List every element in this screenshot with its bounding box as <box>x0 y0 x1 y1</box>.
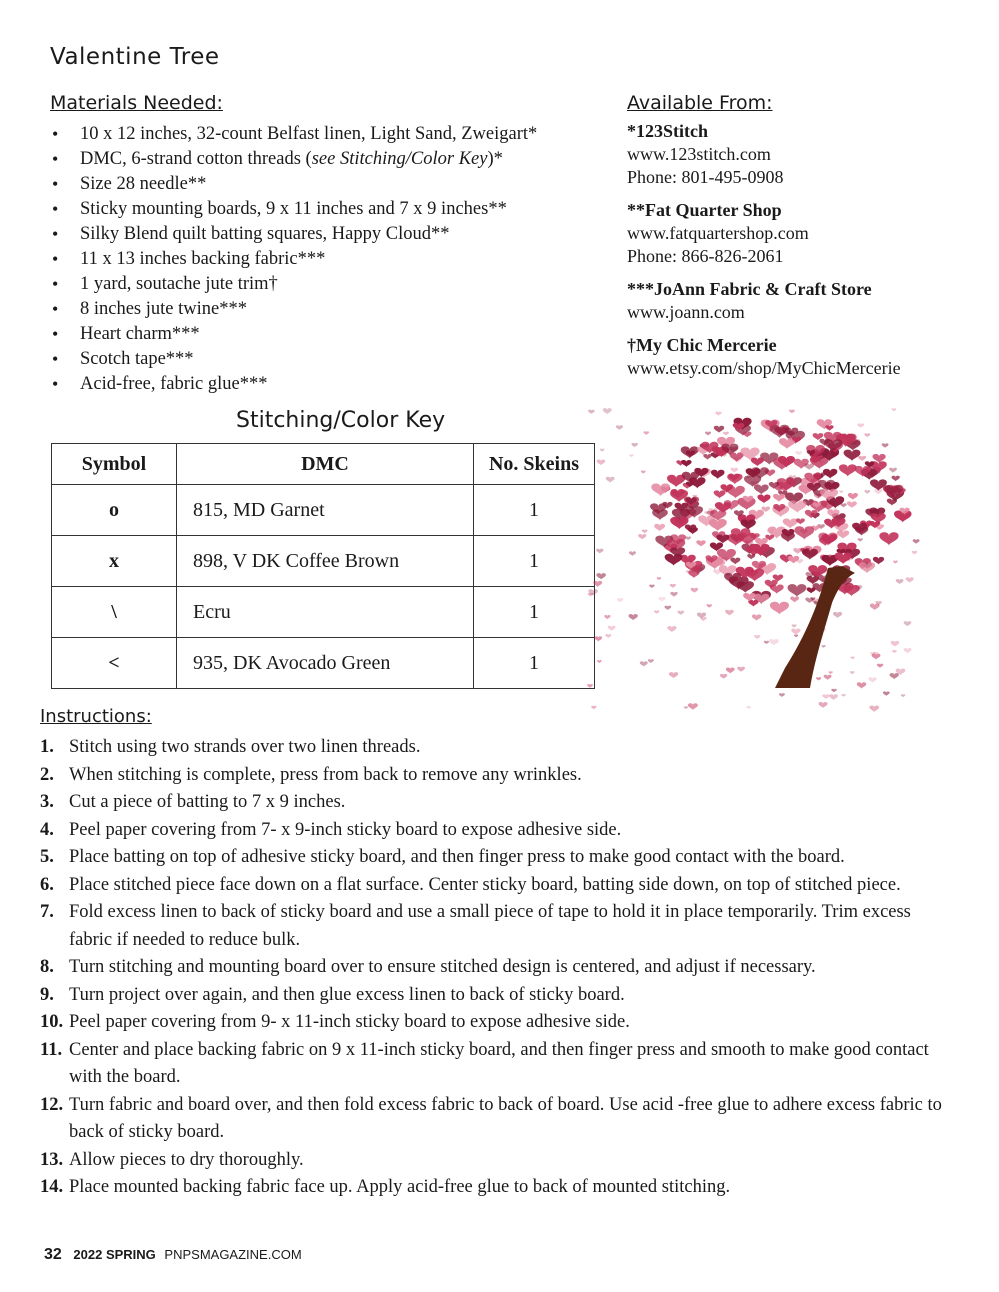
heart-shape <box>796 518 805 524</box>
table-header-row <box>52 444 595 485</box>
heart-shape <box>848 493 858 500</box>
heart-shape <box>892 408 897 411</box>
heart-shape <box>839 490 843 493</box>
heart-shape <box>857 682 866 689</box>
heart-shape <box>705 432 711 436</box>
step-text: Turn fabric and board over, and then fold excess fabric to back of board. Use acid -free glue to adhere excess fabric to back of sticky board. <box>69 1094 942 1142</box>
step-number: 4. <box>40 819 54 840</box>
list-item: • Size 28 needle** <box>50 172 537 197</box>
heart-shape <box>726 486 745 499</box>
store-123stitch <box>627 120 987 189</box>
heart-shape <box>850 671 855 674</box>
heart-shape <box>605 634 611 638</box>
step-text: Place stitched piece face down on a flat surface. Center sticky board, batting side down, on top of stitched piece. <box>69 874 901 895</box>
heart-shape <box>664 606 671 611</box>
store-phone: Phone: 866-826-2061 <box>627 246 784 266</box>
list-item: • 11 x 13 inches backing fabric*** <box>50 247 537 272</box>
heart-shape <box>603 408 612 414</box>
heart-shape <box>819 702 828 708</box>
heart-shape <box>709 519 727 531</box>
heart-shape <box>629 454 633 457</box>
heart-shape <box>783 518 798 528</box>
store-name: ***JoAnn Fabric & Craft Store <box>627 279 872 299</box>
store-website[interactable]: www.etsy.com/shop/MyChicMercerie <box>627 358 901 378</box>
heart-shape <box>913 539 920 544</box>
step-number: 9. <box>40 984 54 1005</box>
heart-shape <box>841 694 845 697</box>
step-number: 1. <box>40 737 54 757</box>
heart-shape <box>879 532 898 545</box>
heart-shape <box>764 641 769 645</box>
table-row <box>52 587 595 638</box>
heart-shape <box>789 410 795 414</box>
step-text: Place mounted backing fabric face up. Apply acid-free glue to back of mounted stitching. <box>69 1177 731 1197</box>
heart-shape <box>596 549 603 554</box>
step-text: Stitch using two strands over two linen threads. <box>69 737 421 757</box>
heart-shape <box>669 672 678 678</box>
available-heading: Available From: <box>627 92 773 114</box>
heart-shape <box>707 604 712 608</box>
heart-shape <box>629 551 636 556</box>
heart-shape <box>807 576 820 585</box>
instruction-step <box>40 1147 950 1175</box>
heart-shape <box>715 411 721 415</box>
heart-shape <box>648 659 654 663</box>
heart-shape <box>654 610 659 614</box>
list-item: • Heart charm*** <box>50 322 537 347</box>
available-from-section <box>627 92 987 390</box>
list-item: • DMC, 6-strand cotton threads (see Stitching/Color Key)* <box>50 147 537 172</box>
materials-heading: Materials Needed: <box>50 92 223 114</box>
dmc-cell: 898, V DK Coffee Brown <box>177 536 474 587</box>
heart-shape <box>840 503 846 507</box>
heart-shape <box>788 556 799 564</box>
heart-shape <box>868 677 876 683</box>
step-text: Turn stitching and mounting board over to ensure stitched design is centered, and adjust if necessary. <box>69 957 816 977</box>
heart-shape <box>684 706 688 709</box>
heart-shape <box>649 585 654 589</box>
heart-shape <box>831 689 836 693</box>
symbol-cell: o <box>52 485 177 536</box>
step-number: 5. <box>40 847 54 867</box>
heart-shape <box>670 592 677 597</box>
heart-shape <box>864 433 870 437</box>
heart-shape <box>691 588 698 593</box>
heart-shape <box>791 629 800 635</box>
heart-shape <box>642 529 648 533</box>
heart-shape <box>891 641 900 647</box>
list-item-italic: see Stitching/Color Key <box>311 149 488 169</box>
heart-shape <box>743 593 755 602</box>
dmc-cell: Ecru <box>177 587 474 638</box>
store-website[interactable]: www.joann.com <box>627 302 745 322</box>
list-item: • 10 x 12 inches, 32-count Belfast linen, Light Sand, Zweigart* <box>50 122 537 147</box>
step-number: 3. <box>40 792 54 812</box>
step-text: Place batting on top of adhesive sticky board, and then finger press to make good contact with the board. <box>69 847 845 867</box>
symbol-cell: \ <box>52 587 177 638</box>
heart-shape <box>825 425 833 431</box>
heart-shape <box>890 673 899 679</box>
heart-shape <box>883 691 890 696</box>
heart-shape <box>608 626 616 631</box>
instruction-step <box>40 1037 950 1092</box>
instruction-step <box>40 734 950 762</box>
step-text: Cut a piece of batting to 7 x 9 inches. <box>69 792 346 812</box>
table-row <box>52 638 595 689</box>
heart-shape <box>593 581 602 587</box>
store-name: *123Stitch <box>627 121 708 141</box>
heart-shape <box>752 614 762 621</box>
heart-shape <box>829 694 838 700</box>
instructions-heading: Instructions: <box>40 706 152 727</box>
heart-shape <box>833 612 842 618</box>
heart-shape <box>792 624 797 627</box>
heart-shape <box>770 602 789 615</box>
heart-shape <box>794 635 798 638</box>
heart-shape <box>685 536 691 540</box>
heart-shape <box>893 560 898 563</box>
heart-shape <box>600 449 604 452</box>
heart-shape <box>596 573 606 580</box>
heart-shape <box>835 552 852 564</box>
heart-shape <box>773 494 785 502</box>
heart-shape <box>714 490 726 498</box>
heart-shape <box>657 577 661 580</box>
materials-list <box>50 122 537 397</box>
table-row <box>52 536 595 587</box>
heart-shape <box>725 610 734 616</box>
instruction-step <box>40 1174 950 1202</box>
heart-shape <box>870 603 880 610</box>
step-text: Turn project over again, and then glue excess linen to back of sticky board. <box>69 984 625 1005</box>
column-header-symbol: Symbol <box>52 444 177 485</box>
step-number: 12. <box>40 1094 64 1115</box>
store-name: †My Chic Mercerie <box>627 335 777 355</box>
heart-shape <box>595 636 603 641</box>
heart-shape <box>847 501 857 508</box>
heart-shape <box>696 540 706 547</box>
instruction-step <box>40 982 950 1010</box>
table-row <box>52 485 595 536</box>
color-key-table <box>51 443 595 689</box>
heart-shape <box>822 645 826 648</box>
column-header-skeins: No. Skeins <box>474 444 595 485</box>
heart-shape <box>754 484 769 494</box>
heart-shape <box>667 626 676 632</box>
heart-shape <box>588 410 594 414</box>
heart-shape <box>606 477 615 483</box>
store-phone: Phone: 801-495-0908 <box>627 167 784 187</box>
skeins-cell: 1 <box>474 536 595 587</box>
heart-shape <box>641 470 646 473</box>
instruction-step <box>40 844 950 872</box>
heart-shape <box>730 558 740 565</box>
heart-shape <box>757 495 770 504</box>
store-website[interactable]: www.123stitch.com <box>627 144 771 164</box>
heart-shape <box>651 484 670 497</box>
step-number: 2. <box>40 764 54 785</box>
list-item: • Acid-free, fabric glue*** <box>50 372 537 397</box>
heart-shape <box>912 551 918 555</box>
page-footer <box>44 1246 302 1264</box>
heart-shape <box>869 705 879 712</box>
step-text: When stitching is complete, press from back to remove any wrinkles. <box>69 764 582 785</box>
heart-shape <box>617 598 623 602</box>
heart-shape <box>754 635 760 639</box>
store-fat-quarter-shop <box>627 199 987 268</box>
heart-shape <box>901 694 905 697</box>
heart-shape <box>906 577 914 583</box>
dmc-cell: 815, MD Garnet <box>177 485 474 536</box>
heart-shape <box>864 490 870 494</box>
issue-label: 2022 SPRING <box>73 1247 156 1262</box>
heart-shape <box>896 579 904 584</box>
instruction-step <box>40 817 950 845</box>
heart-shape <box>887 499 897 506</box>
heart-shape <box>714 426 724 433</box>
heart-shape <box>743 432 752 438</box>
step-text: Allow pieces to dry thoroughly. <box>69 1149 304 1170</box>
heart-shape <box>904 621 912 626</box>
instruction-step <box>40 762 950 790</box>
heart-shape <box>746 706 750 709</box>
color-key-title: Stitching/Color Key <box>236 408 446 433</box>
heart-shape <box>779 693 785 697</box>
heart-shape <box>889 468 897 473</box>
dmc-cell: 935, DK Avocado Green <box>177 638 474 689</box>
heart-shape <box>640 661 648 666</box>
step-number: 6. <box>40 874 54 895</box>
step-text: Peel paper covering from 7- x 9-inch sticky board to expose adhesive side. <box>69 819 622 840</box>
step-number: 10. <box>40 1012 64 1032</box>
step-number: 14. <box>40 1177 64 1197</box>
heart-shape <box>788 501 806 514</box>
heart-shape <box>891 476 899 482</box>
heart-shape <box>747 554 755 560</box>
heart-shape <box>731 468 739 473</box>
heart-shape <box>720 674 727 679</box>
heart-shape <box>769 639 779 646</box>
heart-shape <box>770 584 784 594</box>
step-text: Center and place backing fabric on 9 x 11-inch sticky board, and then finger press and smooth to make good contact with the board. <box>69 1039 929 1087</box>
valentine-tree-illustration <box>570 398 940 718</box>
heart-shape <box>597 459 606 465</box>
instruction-step <box>40 1092 950 1147</box>
symbol-cell: < <box>52 638 177 689</box>
heart-shape <box>604 615 610 619</box>
step-number: 13. <box>40 1149 64 1170</box>
instruction-step <box>40 789 950 817</box>
list-item: • Silky Blend quilt batting squares, Happy Cloud** <box>50 222 537 247</box>
heart-shape <box>654 524 665 532</box>
heart-shape <box>723 432 729 436</box>
heart-shape <box>882 443 889 448</box>
heart-shape <box>681 460 691 467</box>
store-website[interactable]: www.fatquartershop.com <box>627 223 809 243</box>
heart-shape <box>837 530 849 539</box>
heart-shape <box>790 597 799 603</box>
instruction-step <box>40 872 950 900</box>
heart-shape <box>670 584 676 588</box>
list-item: • Sticky mounting boards, 9 x 11 inches and 7 x 9 inches** <box>50 197 537 222</box>
step-text: Fold excess linen to back of sticky board and use a small piece of tape to hold it in place temporarily. Trim excess fabric if needed to reduce bulk. <box>69 902 911 950</box>
heart-shape <box>631 443 637 447</box>
site-label: PNPSMAGAZINE.COM <box>164 1247 302 1262</box>
heart-shape <box>751 458 764 467</box>
heart-canopy <box>587 408 919 712</box>
heart-shape <box>726 668 735 674</box>
skeins-cell: 1 <box>474 587 595 638</box>
heart-shape <box>658 597 665 602</box>
heart-shape <box>643 431 649 435</box>
page-title: Valentine Tree <box>50 44 220 70</box>
column-header-dmc: DMC <box>177 444 474 485</box>
step-number: 11. <box>40 1039 63 1060</box>
instruction-step <box>40 954 950 982</box>
store-my-chic-mercerie <box>627 334 987 380</box>
store-name: **Fat Quarter Shop <box>627 200 782 220</box>
heart-shape <box>824 675 832 681</box>
heart-shape <box>839 464 857 476</box>
heart-shape <box>703 454 711 460</box>
heart-shape <box>628 614 637 620</box>
page-number: 32 <box>44 1246 62 1263</box>
heart-shape <box>858 538 863 542</box>
step-text: Peel paper covering from 9- x 11-inch sticky board to expose adhesive side. <box>69 1012 630 1032</box>
heart-shape <box>858 456 866 462</box>
instruction-step <box>40 899 950 954</box>
heart-shape <box>737 667 745 672</box>
heart-shape <box>873 557 884 565</box>
heart-shape <box>794 526 814 540</box>
list-item: • Scotch tape*** <box>50 347 537 372</box>
heart-shape <box>638 534 646 540</box>
heart-shape <box>816 677 821 680</box>
heart-shape <box>892 650 897 653</box>
heart-shape <box>616 425 623 430</box>
store-joann <box>627 278 987 324</box>
heart-shape <box>857 423 864 428</box>
heart-shape <box>688 703 698 710</box>
step-number: 7. <box>40 902 54 922</box>
heart-shape <box>788 584 807 597</box>
heart-shape <box>587 684 593 688</box>
list-item: • 1 yard, soutache jute trim† <box>50 272 537 297</box>
heart-shape <box>850 656 854 659</box>
heart-shape <box>844 450 861 462</box>
symbol-cell: x <box>52 536 177 587</box>
heart-shape <box>677 610 684 615</box>
heart-shape <box>597 660 602 663</box>
skeins-cell: 1 <box>474 638 595 689</box>
skeins-cell: 1 <box>474 485 595 536</box>
heart-shape <box>877 664 883 668</box>
heart-shape <box>795 451 802 456</box>
instructions-list <box>40 734 950 1202</box>
heart-shape <box>822 694 829 699</box>
heart-shape <box>700 617 707 621</box>
step-number: 8. <box>40 957 54 977</box>
heart-shape <box>807 587 816 593</box>
list-item: • 8 inches jute twine*** <box>50 297 537 322</box>
heart-shape <box>711 470 725 479</box>
heart-shape <box>904 648 912 653</box>
heart-shape <box>828 671 832 674</box>
instruction-step <box>40 1009 950 1037</box>
heart-shape <box>591 706 596 710</box>
